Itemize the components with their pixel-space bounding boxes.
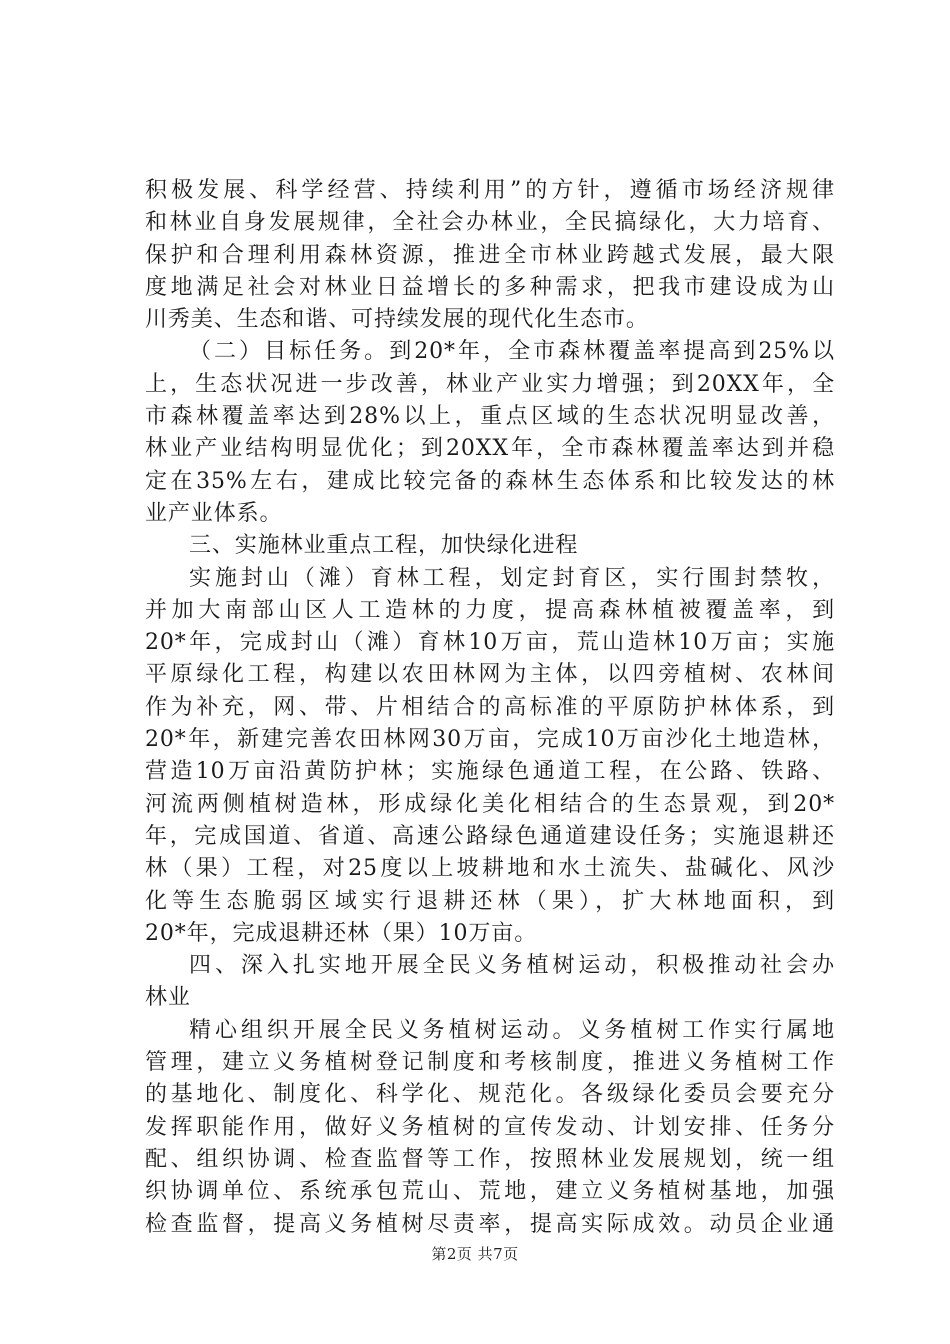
text-line: 的基地化、制度化、科学化、规范化。各级绿化委员会要充分 [145, 1082, 835, 1108]
text-line: 业产业体系。 [145, 500, 283, 526]
text-line: 和林业自身发展规律，全社会办林业，全民搞绿化，大力培育、 [145, 210, 835, 236]
text-line: 市森林覆盖率达到28%以上，重点区域的生态状况明显改善， [145, 404, 835, 430]
text-line: 检查监督，提高义务植树尽责率，提高实际成效。动员企业通 [145, 1211, 835, 1237]
document-body [145, 175, 835, 1241]
text-line: 并加大南部山区人工造林的力度，提高森林植被覆盖率，到 [145, 597, 835, 623]
text-line: 织协调单位、系统承包荒山、荒地，建立义务植树基地，加强 [145, 1179, 835, 1205]
text-line: 发挥职能作用，做好义务植树的宣传发动、计划安排、任务分 [145, 1114, 835, 1140]
text-line: （二）目标任务。到20*年，全市森林覆盖率提高到25%以 [189, 339, 835, 365]
text-line: 化等生态脆弱区域实行退耕还林（果），扩大林地面积，到 [145, 888, 835, 914]
text-line: 保护和合理利用森林资源，推进全市林业跨越式发展，最大限 [145, 242, 835, 268]
section-heading: 三、实施林业重点工程，加快绿化进程 [189, 533, 579, 559]
page-number: 第2页 共7页 [431, 1245, 519, 1263]
text-line: 营造10万亩沿黄防护林；实施绿色通道工程，在公路、铁路、 [145, 759, 835, 785]
text-line: 20*年，完成封山（滩）育林10万亩，荒山造林10万亩；实施 [145, 630, 835, 656]
text-line: 度地满足社会对林业日益增长的多种需求，把我市建设成为山 [145, 274, 835, 300]
section-heading: 林业 [145, 985, 191, 1011]
text-line: 精心组织开展全民义务植树运动。义务植树工作实行属地 [189, 1017, 835, 1043]
text-line: 管理，建立义务植树登记制度和考核制度，推进义务植树工作 [145, 1050, 835, 1076]
text-line: 川秀美、生态和谐、可持续发展的现代化生态市。 [145, 307, 649, 333]
text-line: 平原绿化工程，构建以农田林网为主体，以四旁植树、农林间 [145, 662, 835, 688]
text-line: 实施封山（滩）育林工程，划定封育区，实行围封禁牧， [189, 565, 835, 591]
section-heading: 四、深入扎实地开展全民义务植树运动，积极推动社会办 [189, 953, 835, 979]
text-line: 林业产业结构明显优化；到20XX年，全市森林覆盖率达到并稳 [145, 436, 835, 462]
text-line: 河流两侧植树造林，形成绿化美化相结合的生态景观，到20* [145, 791, 835, 817]
text-line: 作为补充，网、带、片相结合的高标准的平原防护林体系，到 [145, 694, 835, 720]
text-line: 20*年，完成退耕还林（果）10万亩。 [145, 920, 538, 946]
text-line: 20*年，新建完善农田林网30万亩，完成10万亩沙化土地造林， [145, 727, 835, 753]
text-line: 上，生态状况进一步改善，林业产业实力增强；到20XX年，全 [145, 371, 835, 397]
text-line: 配、组织协调、检查监督等工作，按照林业发展规划，统一组 [145, 1146, 835, 1172]
text-line: 林（果）工程，对25度以上坡耕地和水土流失、盐碱化、风沙 [145, 856, 835, 882]
text-line: 积极发展、科学经营、持续利用”的方针，遵循市场经济规律 [145, 178, 835, 203]
text-line: 年，完成国道、省道、高速公路绿色通道建设任务；实施退耕还 [145, 823, 835, 849]
text-line: 定在35%左右，建成比较完备的森林生态体系和比较发达的林 [145, 468, 835, 494]
